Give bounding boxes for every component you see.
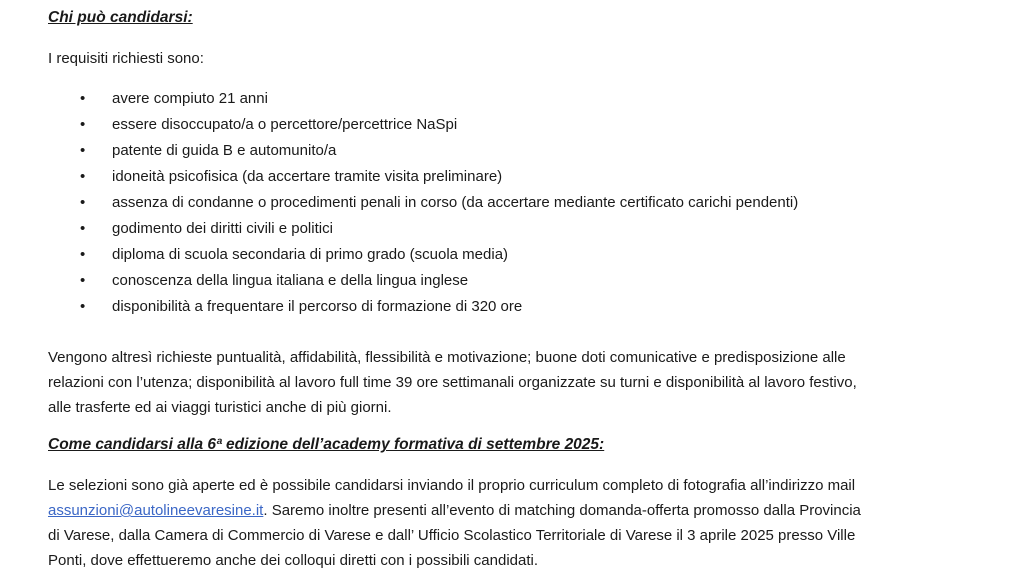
- paragraph-line: relazioni con l’utenza; disponibilità al lavoro full time 39 ore settimanali organizzate su turni e disponibilità al lavoro festivo,: [48, 374, 857, 391]
- bullet-icon: •: [80, 142, 86, 159]
- bullet-icon: •: [80, 220, 86, 237]
- email-link[interactable]: assunzioni@autolineevaresine.it: [48, 502, 264, 519]
- bullet-icon: •: [80, 246, 86, 263]
- list-item: • idoneità psicofisica (da accertare tramite visita preliminare): [80, 164, 798, 190]
- requirements-intro: I requisiti richiesti sono:: [48, 50, 204, 67]
- section-heading-chi: Chi può candidarsi:: [48, 9, 193, 26]
- bullet-icon: •: [80, 194, 86, 211]
- bullet-icon: •: [80, 168, 86, 185]
- list-item: • disponibilità a frequentare il percorso di formazione di 320 ore: [80, 294, 798, 320]
- section-heading-come: Come candidarsi alla 6ª edizione dell’academy formativa di settembre 2025:: [48, 436, 605, 453]
- bullet-icon: •: [80, 90, 86, 107]
- list-item: • patente di guida B e automunito/a: [80, 138, 798, 164]
- requirements-list: [80, 86, 798, 320]
- paragraph-line: di Varese, dalla Camera di Commercio di Varese e dall’ Ufficio Scolastico Territoriale di Varese il 3 aprile 2025 presso Ville: [48, 527, 856, 544]
- bullet-icon: •: [80, 272, 86, 289]
- list-item: • diploma di scuola secondaria di primo grado (scuola media): [80, 242, 798, 268]
- list-item: • conoscenza della lingua italiana e della lingua inglese: [80, 268, 798, 294]
- list-item: • godimento dei diritti civili e politici: [80, 216, 798, 242]
- bullet-icon: •: [80, 298, 86, 315]
- paragraph-line: Le selezioni sono già aperte ed è possibile candidarsi inviando il proprio curriculum completo di fotografia all’indirizzo mail: [48, 477, 856, 494]
- list-item: • avere compiuto 21 anni: [80, 86, 798, 112]
- application-paragraph: [48, 473, 988, 573]
- paragraph-line: Vengono altresì richieste puntualità, affidabilità, flessibilità e motivazione; buone doti comunicative e predisposizione alle: [48, 349, 846, 366]
- list-item: • assenza di condanne o procedimenti penali in corso (da accertare mediante certificato carichi pendenti): [80, 190, 798, 216]
- paragraph-line: assunzioni@autolineevaresine.it. Saremo inoltre presenti all’evento di matching domanda-offerta promosso dalla Provincia: [48, 502, 861, 519]
- list-item: • essere disoccupato/a o percettore/percettrice NaSpi: [80, 112, 798, 138]
- paragraph-line: Ponti, dove effettueremo anche dei colloqui diretti con i possibili candidati.: [48, 552, 539, 569]
- bullet-icon: •: [80, 116, 86, 133]
- additional-requirements-paragraph: [48, 345, 988, 420]
- paragraph-line: alle trasferte ed ai viaggi turistici anche di più giorni.: [48, 399, 392, 416]
